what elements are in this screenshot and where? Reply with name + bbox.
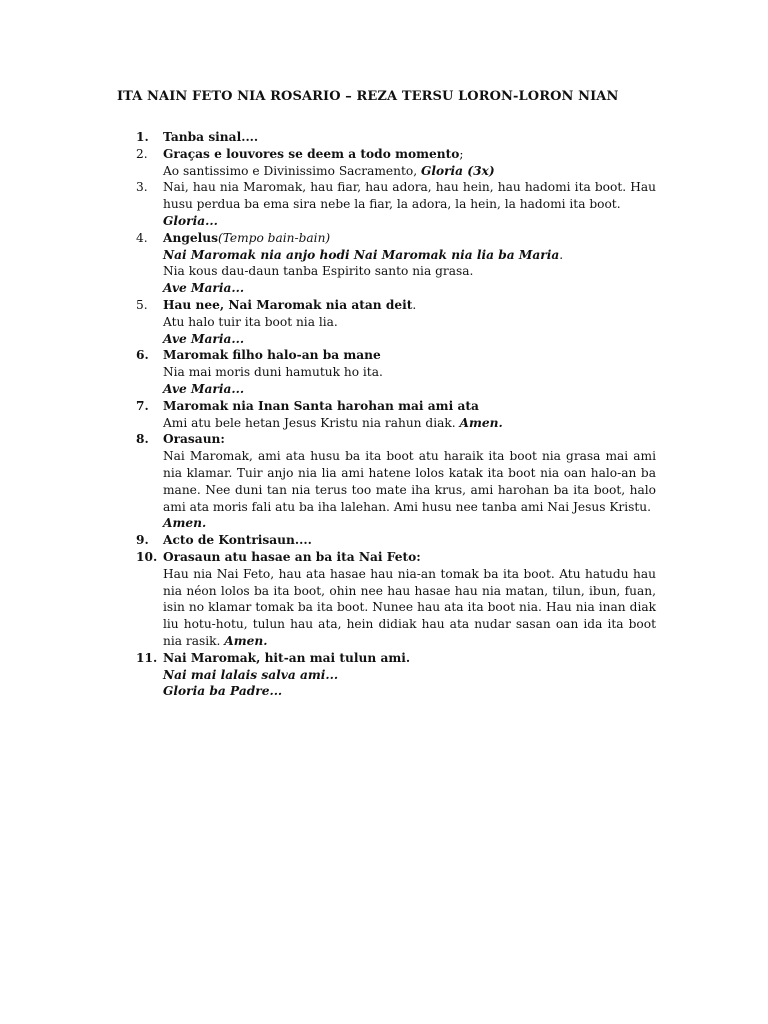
item-response: Ave Maria... — [163, 331, 245, 346]
item-number: 11. — [136, 650, 158, 665]
item-heading: Angelus — [163, 230, 218, 245]
item-response: Nai mai lalais salva ami... — [163, 667, 339, 682]
item-heading-tail: . — [412, 297, 417, 312]
item-heading: Orasaun atu hasae an ba ita Nai Feto: — [163, 549, 421, 564]
item-response: Gloria... — [163, 213, 218, 228]
item-text: Nia kous dau-daun tanba Espirito santo nia grasa. — [163, 264, 474, 279]
item-heading-note: (Tempo bain-bain) — [217, 230, 331, 245]
item-text: Nai Maromak nia anjo hodi Nai Maromak nia lia ba Maria — [163, 247, 560, 262]
item-heading: Acto de Kontrisaun.... — [163, 533, 312, 548]
item-number: 5. — [136, 297, 148, 312]
item-number: 1. — [136, 130, 149, 144]
item-paragraph: Nai Maromak, ami ata husu ba ita boot atu haraik ita boot nia grasa mai ami nia klamar. Tuir anjo nia lia ami hatene lolos katak ita boot nia oan halo-an ba mane. Nee duni tan nia terus too mate iha krus, ami harohan ba ita boot, halo ami ata moris fali atu ba iha lalehan. Ami husu nee tanba ami Nai Jesus Kristu. — [163, 449, 656, 514]
item-response: Amen. — [459, 415, 503, 430]
item-text-tail: . — [559, 247, 564, 262]
list-item-9 — [136, 532, 656, 549]
item-heading: Orasaun: — [163, 432, 225, 447]
list-item-8 — [136, 431, 656, 532]
item-response: Ave Maria... — [163, 381, 245, 396]
item-heading: Graças e louvores se deem a todo momento — [163, 146, 460, 161]
item-text: Ao santissimo e Divinissimo Sacramento, — [163, 163, 421, 178]
item-number: 8. — [136, 432, 149, 447]
list-item-6 — [136, 347, 656, 397]
item-heading: Nai Maromak, hit-an mai tulun ami. — [163, 650, 411, 665]
list-item-7 — [136, 398, 656, 432]
list-item-11 — [136, 650, 656, 700]
item-heading: Maromak nia Inan Santa harohan mai ami ata — [163, 398, 479, 413]
item-paragraph: Nai, hau nia Maromak, hau fiar, hau adora, hau hein, hau hadomi ita boot. Hau husu perdua ba ema sira nebe la fiar, la adora, la hein, la hadomi ita boot. — [163, 180, 656, 212]
item-number: 3. — [136, 180, 148, 195]
item-number: 4. — [136, 230, 148, 245]
item-text: Nia mai moris duni hamutuk ho ita. — [163, 365, 383, 380]
item-number: 10. — [136, 549, 158, 564]
item-number: 2. — [136, 146, 148, 161]
item-response: Gloria (3x) — [420, 163, 495, 178]
item-number: 9. — [136, 533, 149, 548]
item-response: Amen. — [163, 516, 207, 531]
list-item-5 — [136, 297, 656, 347]
item-response: Ave Maria... — [163, 281, 245, 296]
list-item-1 — [136, 129, 656, 146]
item-response: Gloria ba Padre... — [163, 684, 283, 699]
list-item-10 — [136, 549, 656, 650]
list-item-3 — [136, 179, 656, 229]
item-text: Ami atu bele hetan Jesus Kristu nia rahun diak. — [163, 415, 460, 430]
item-paragraph: Hau nia Nai Feto, hau ata hasae hau nia-an tomak ba ita boot. Atu hatudu hau nia néon lolos ba ita boot, ohin nee hau hasae hau nia matan, tilun, ibun, fuan, isin no klamar tomak ba ita boot. Nunee hau ata ita boot nia. Hau nia inan diak liu hotu-hotu, tulun hau ata, hein didiak hau ata nudar sasan oan ida ita boot nia rasik. — [163, 566, 656, 648]
prayer-list — [136, 129, 656, 700]
item-text: Atu halo tuir ita boot nia lia. — [163, 314, 338, 329]
item-number: 6. — [136, 348, 149, 363]
list-item-4 — [136, 230, 656, 297]
item-response: Amen. — [224, 633, 268, 648]
list-item-2 — [136, 146, 656, 180]
item-heading: Tanba sinal.... — [163, 130, 259, 144]
item-heading: Maromak filho halo-an ba mane — [163, 348, 381, 363]
item-number: 7. — [136, 398, 149, 413]
document-title: ITA NAIN FETO NIA ROSARIO – REZA TERSU LORON-LORON NIAN — [117, 89, 619, 104]
item-heading: Hau nee, Nai Maromak nia atan deit — [163, 297, 413, 312]
item-heading-tail: ; — [459, 146, 464, 161]
